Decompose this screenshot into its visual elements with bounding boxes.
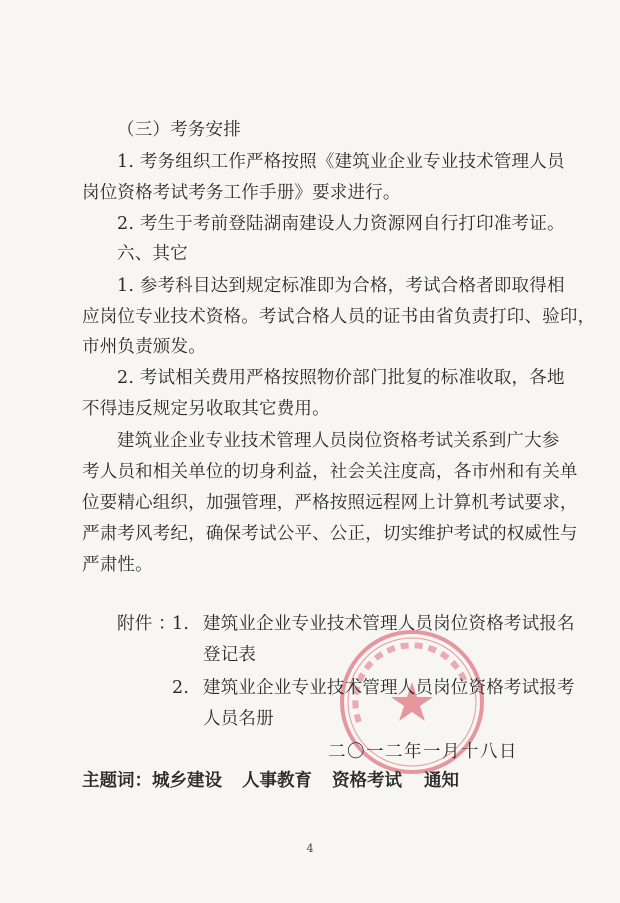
attachments-label: 附件 ： [117, 614, 176, 634]
keywords-label: 主题词： [82, 771, 152, 791]
exam-arrangement-item1-line1: 1. 考务组织工作严格按照《建筑业企业专业技术管理人员 [117, 152, 565, 172]
closing-line2: 考人员和相关单位的切身利益，社会关注度高，各市州和有关单 [82, 462, 578, 482]
attachment-1-number: 1. [172, 614, 190, 634]
document-date: 二〇一二年一月十八日 [328, 742, 518, 762]
subject-keywords [82, 767, 459, 792]
closing-line3: 位要精心组织，加强管理，严格按照远程网上计算机考试要求， [82, 493, 578, 513]
attachment-1-line2: 登记表 [203, 645, 257, 665]
other-item1-line2: 应岗位专业技术资格。考试合格人员的证书由省负责打印、验印， [82, 307, 596, 327]
attachment-2-line2: 人员名册 [203, 709, 274, 729]
closing-line5: 严肃性。 [82, 555, 153, 575]
exam-arrangement-heading: （三）考务安排 [117, 120, 241, 140]
keyword-term: 资格考试 [332, 771, 402, 791]
other-item1-line1: 1. 参考科目达到规定标准即为合格，考试合格者即取得相 [117, 276, 565, 296]
attachment-2-number: 2. [172, 678, 190, 698]
exam-arrangement-item2: 2. 考生于考前登陆湖南建设人力资源网自行打印准考证。 [117, 214, 565, 234]
other-item2-line2: 不得违反规定另收取其它费用。 [82, 399, 330, 419]
other-item2-line1: 2. 考试相关费用严格按照物价部门批复的标准收取，各地 [117, 368, 565, 388]
closing-line1: 建筑业企业专业技术管理人员岗位资格考试关系到广大参 [117, 431, 560, 451]
keyword-term: 通知 [424, 771, 459, 791]
keyword-term: 城乡建设 [152, 771, 222, 791]
attachment-2-line1: 建筑业企业专业技术管理人员岗位资格考试报考 [203, 678, 575, 698]
exam-arrangement-item1-line2: 岗位资格考试考务工作手册》要求进行。 [82, 183, 401, 203]
closing-line4: 严肃考风考纪，确保考试公平、公正，切实维护考试的权威性与 [82, 524, 578, 544]
page-number: 4 [306, 842, 314, 855]
other-item1-line3: 市州负责颁发。 [82, 337, 206, 357]
keyword-term: 人事教育 [242, 771, 312, 791]
other-section-heading: 六、其它 [117, 244, 188, 264]
attachment-1-line1: 建筑业企业专业技术管理人员岗位资格考试报名 [203, 614, 575, 634]
